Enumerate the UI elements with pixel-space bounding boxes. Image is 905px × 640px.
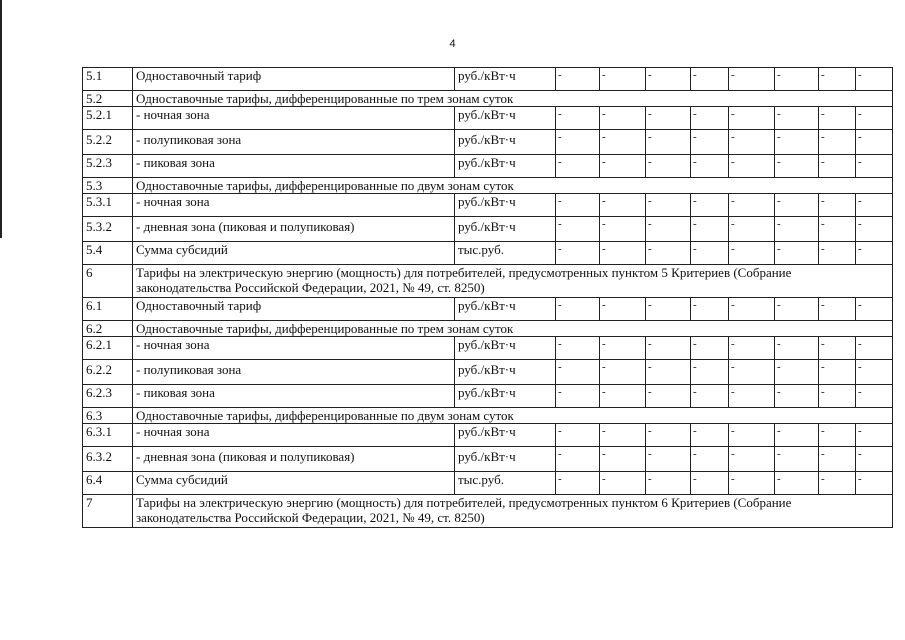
value-cell: - (819, 242, 856, 265)
table-section-row (83, 408, 893, 424)
row-number: 6.4 (83, 472, 133, 495)
value-cell: - (775, 155, 819, 178)
section-label: Тарифы на электрическую энергию (мощность) для потребителей, предусмотренных пунктом 5 Критериев (Собрание законодательства Российской Федерации, 2021, № 49, ст. 8250) (133, 265, 893, 298)
value-cell: - (600, 337, 646, 360)
value-cell: - (600, 130, 646, 155)
unit-cell: руб./кВт·ч (455, 298, 556, 321)
value-cell: - (556, 217, 600, 242)
unit-cell: руб./кВт·ч (455, 107, 556, 130)
value-cell: - (556, 242, 600, 265)
table-row (83, 360, 893, 385)
value-cell: - (646, 447, 691, 472)
table-row (83, 68, 893, 91)
value-cell: - (600, 298, 646, 321)
value-cell: - (729, 337, 775, 360)
scan-edge-line (0, 0, 2, 238)
value-cell: - (646, 337, 691, 360)
value-cell: - (775, 217, 819, 242)
row-number: 6.3.2 (83, 447, 133, 472)
row-label: - пиковая зона (133, 155, 455, 178)
row-number: 6.2.1 (83, 337, 133, 360)
unit-cell: тыс.руб. (455, 472, 556, 495)
value-cell: - (775, 337, 819, 360)
value-cell: - (556, 385, 600, 408)
value-cell: - (856, 447, 893, 472)
table-row (83, 217, 893, 242)
value-cell: - (856, 107, 893, 130)
table-section-row (83, 321, 893, 337)
row-number: 5.3.2 (83, 217, 133, 242)
value-cell: - (729, 194, 775, 217)
section-label: Одноставочные тарифы, дифференцированные по трем зонам суток (133, 91, 893, 107)
value-cell: - (819, 472, 856, 495)
table-section-row (83, 91, 893, 107)
value-cell: - (819, 130, 856, 155)
value-cell: - (691, 107, 729, 130)
value-cell: - (729, 424, 775, 447)
value-cell: - (600, 194, 646, 217)
row-number: 6.2.2 (83, 360, 133, 385)
value-cell: - (729, 360, 775, 385)
value-cell: - (819, 155, 856, 178)
value-cell: - (856, 155, 893, 178)
row-number: 6.1 (83, 298, 133, 321)
row-number: 5.4 (83, 242, 133, 265)
table-row (83, 337, 893, 360)
value-cell: - (646, 424, 691, 447)
value-cell: - (646, 68, 691, 91)
value-cell: - (556, 447, 600, 472)
value-cell: - (819, 217, 856, 242)
table-section-row (83, 265, 893, 298)
value-cell: - (691, 337, 729, 360)
value-cell: - (646, 360, 691, 385)
unit-cell: руб./кВт·ч (455, 155, 556, 178)
value-cell: - (775, 130, 819, 155)
unit-cell: руб./кВт·ч (455, 217, 556, 242)
row-label: - полупиковая зона (133, 130, 455, 155)
value-cell: - (691, 447, 729, 472)
value-cell: - (819, 385, 856, 408)
value-cell: - (775, 472, 819, 495)
value-cell: - (556, 360, 600, 385)
table-row (83, 424, 893, 447)
row-number: 5.2.3 (83, 155, 133, 178)
value-cell: - (856, 472, 893, 495)
row-label: Одноставочный тариф (133, 298, 455, 321)
value-cell: - (856, 68, 893, 91)
value-cell: - (556, 472, 600, 495)
value-cell: - (600, 155, 646, 178)
value-cell: - (775, 447, 819, 472)
unit-cell: руб./кВт·ч (455, 68, 556, 91)
row-label: - ночная зона (133, 194, 455, 217)
row-label: - ночная зона (133, 107, 455, 130)
value-cell: - (646, 242, 691, 265)
value-cell: - (646, 194, 691, 217)
value-cell: - (691, 298, 729, 321)
value-cell: - (729, 68, 775, 91)
table-row (83, 472, 893, 495)
value-cell: - (856, 424, 893, 447)
value-cell: - (556, 130, 600, 155)
row-label: - дневная зона (пиковая и полупиковая) (133, 217, 455, 242)
table-row (83, 107, 893, 130)
value-cell: - (556, 424, 600, 447)
value-cell: - (729, 107, 775, 130)
table-row (83, 242, 893, 265)
row-label: - пиковая зона (133, 385, 455, 408)
value-cell: - (646, 385, 691, 408)
value-cell: - (856, 337, 893, 360)
value-cell: - (856, 360, 893, 385)
row-label: Сумма субсидий (133, 242, 455, 265)
unit-cell: руб./кВт·ч (455, 447, 556, 472)
row-number: 7 (83, 495, 133, 528)
value-cell: - (856, 385, 893, 408)
value-cell: - (819, 194, 856, 217)
value-cell: - (729, 298, 775, 321)
value-cell: - (556, 337, 600, 360)
section-label: Одноставочные тарифы, дифференцированные по трем зонам суток (133, 321, 893, 337)
value-cell: - (600, 360, 646, 385)
value-cell: - (691, 68, 729, 91)
value-cell: - (775, 194, 819, 217)
value-cell: - (729, 217, 775, 242)
value-cell: - (729, 155, 775, 178)
row-label: - ночная зона (133, 337, 455, 360)
value-cell: - (819, 424, 856, 447)
value-cell: - (691, 217, 729, 242)
value-cell: - (856, 298, 893, 321)
value-cell: - (729, 447, 775, 472)
section-label: Тарифы на электрическую энергию (мощность) для потребителей, предусмотренных пунктом 6 Критериев (Собрание законодательства Российской Федерации, 2021, № 49, ст. 8250) (133, 495, 893, 528)
value-cell: - (646, 472, 691, 495)
value-cell: - (819, 107, 856, 130)
unit-cell: руб./кВт·ч (455, 130, 556, 155)
value-cell: - (856, 194, 893, 217)
page-number: 4 (449, 38, 456, 50)
table-row (83, 298, 893, 321)
row-number: 6.2.3 (83, 385, 133, 408)
value-cell: - (691, 130, 729, 155)
value-cell: - (819, 337, 856, 360)
unit-cell: руб./кВт·ч (455, 337, 556, 360)
row-number: 5.3.1 (83, 194, 133, 217)
value-cell: - (775, 242, 819, 265)
value-cell: - (600, 107, 646, 130)
value-cell: - (556, 298, 600, 321)
value-cell: - (691, 242, 729, 265)
tariff-table (82, 67, 893, 528)
value-cell: - (819, 360, 856, 385)
value-cell: - (646, 155, 691, 178)
row-number: 6.2 (83, 321, 133, 337)
table-row (83, 155, 893, 178)
value-cell: - (600, 447, 646, 472)
value-cell: - (556, 107, 600, 130)
row-label: Одноставочный тариф (133, 68, 455, 91)
value-cell: - (729, 472, 775, 495)
value-cell: - (775, 298, 819, 321)
table-row (83, 194, 893, 217)
value-cell: - (646, 217, 691, 242)
section-label: Одноставочные тарифы, дифференцированные по двум зонам суток (133, 178, 893, 194)
unit-cell: руб./кВт·ч (455, 360, 556, 385)
table-row (83, 447, 893, 472)
value-cell: - (556, 155, 600, 178)
value-cell: - (775, 360, 819, 385)
value-cell: - (691, 360, 729, 385)
unit-cell: руб./кВт·ч (455, 385, 556, 408)
value-cell: - (819, 298, 856, 321)
value-cell: - (856, 130, 893, 155)
unit-cell: тыс.руб. (455, 242, 556, 265)
table-section-row (83, 495, 893, 528)
unit-cell: руб./кВт·ч (455, 194, 556, 217)
value-cell: - (729, 130, 775, 155)
row-number: 5.2 (83, 91, 133, 107)
row-number: 6.3 (83, 408, 133, 424)
value-cell: - (556, 68, 600, 91)
row-number: 5.2.2 (83, 130, 133, 155)
value-cell: - (729, 242, 775, 265)
value-cell: - (600, 424, 646, 447)
value-cell: - (691, 385, 729, 408)
value-cell: - (691, 424, 729, 447)
value-cell: - (556, 194, 600, 217)
row-label: - ночная зона (133, 424, 455, 447)
value-cell: - (775, 68, 819, 91)
value-cell: - (691, 194, 729, 217)
value-cell: - (646, 107, 691, 130)
row-number: 5.1 (83, 68, 133, 91)
value-cell: - (691, 155, 729, 178)
row-label: - полупиковая зона (133, 360, 455, 385)
value-cell: - (691, 472, 729, 495)
value-cell: - (856, 217, 893, 242)
row-label: Сумма субсидий (133, 472, 455, 495)
value-cell: - (729, 385, 775, 408)
table-row (83, 385, 893, 408)
value-cell: - (646, 130, 691, 155)
section-label: Одноставочные тарифы, дифференцированные по двум зонам суток (133, 408, 893, 424)
table-row (83, 130, 893, 155)
value-cell: - (775, 424, 819, 447)
value-cell: - (775, 385, 819, 408)
row-number: 6.3.1 (83, 424, 133, 447)
value-cell: - (600, 217, 646, 242)
value-cell: - (819, 68, 856, 91)
row-number: 5.2.1 (83, 107, 133, 130)
row-number: 6 (83, 265, 133, 298)
value-cell: - (646, 298, 691, 321)
value-cell: - (819, 447, 856, 472)
value-cell: - (600, 472, 646, 495)
value-cell: - (600, 68, 646, 91)
value-cell: - (600, 242, 646, 265)
table-section-row (83, 178, 893, 194)
row-label: - дневная зона (пиковая и полупиковая) (133, 447, 455, 472)
value-cell: - (775, 107, 819, 130)
value-cell: - (600, 385, 646, 408)
row-number: 5.3 (83, 178, 133, 194)
unit-cell: руб./кВт·ч (455, 424, 556, 447)
value-cell: - (856, 242, 893, 265)
